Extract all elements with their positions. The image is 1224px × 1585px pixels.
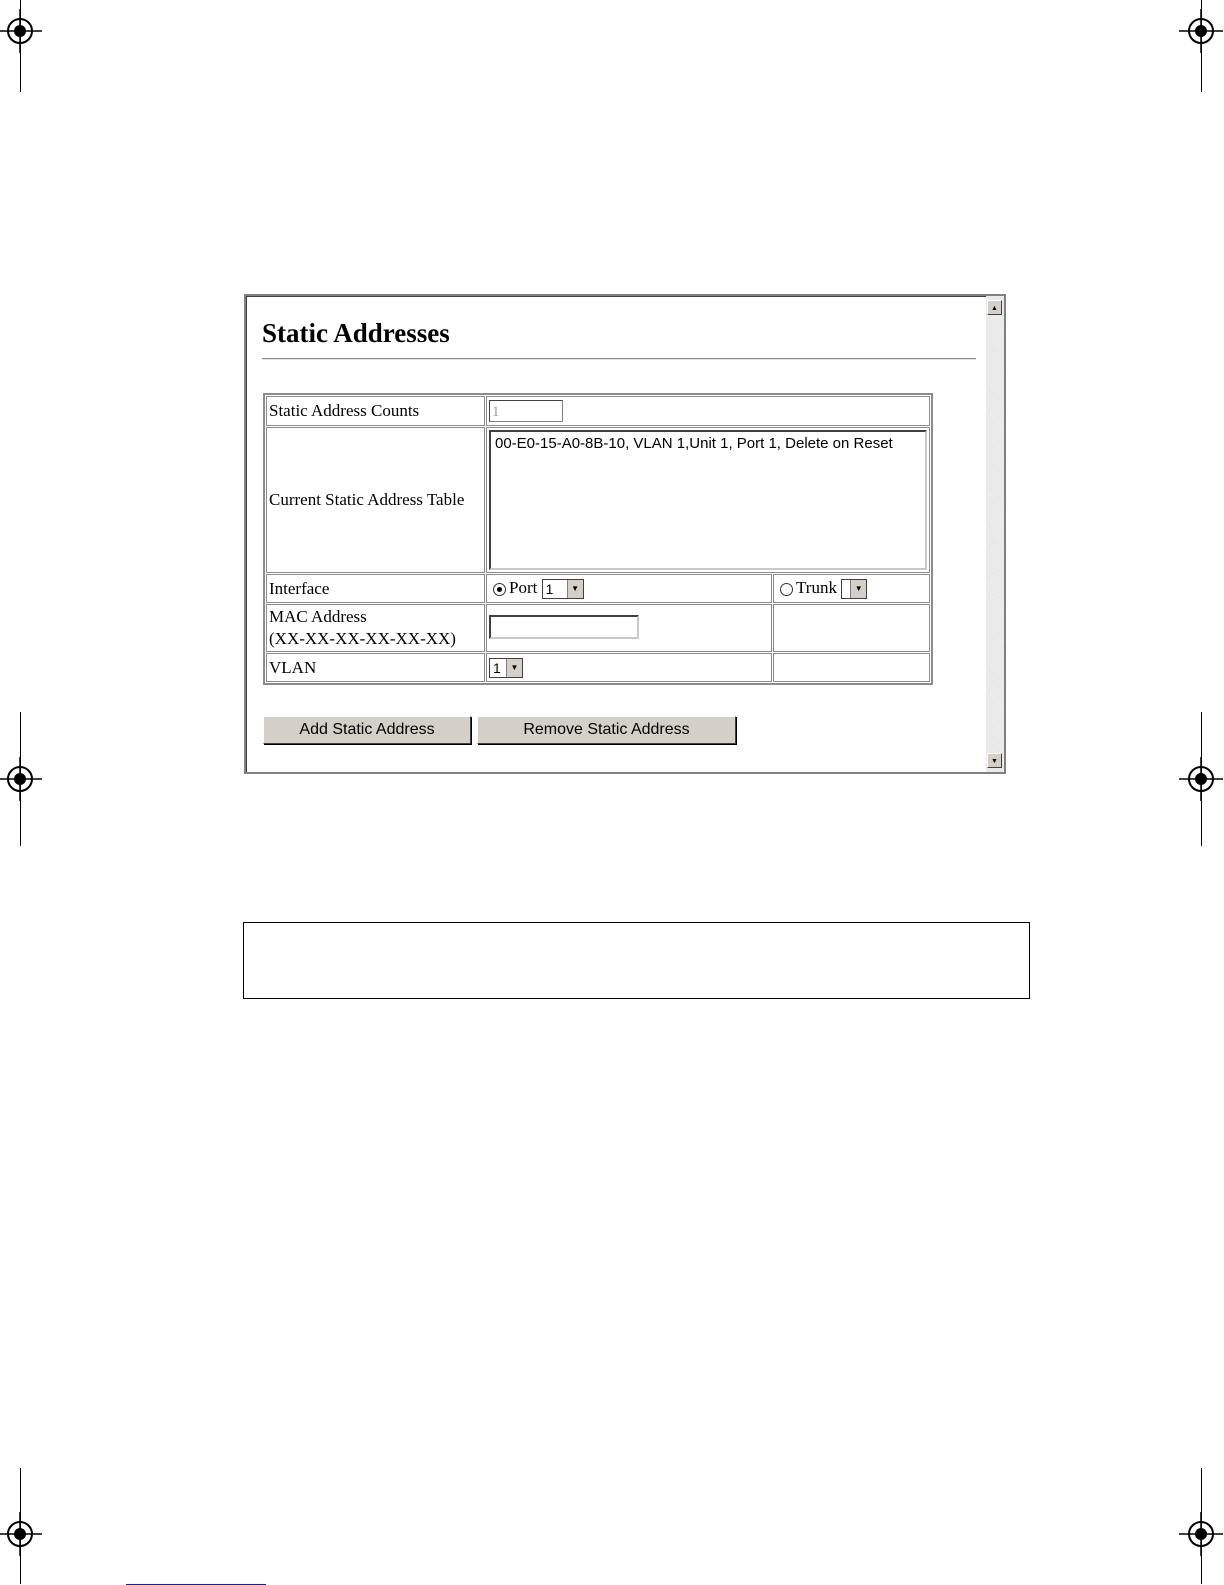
scroll-down-icon[interactable]: ▼: [987, 753, 1002, 768]
vertical-scrollbar[interactable]: [986, 296, 1004, 772]
static-address-listbox[interactable]: [489, 430, 927, 570]
chevron-down-icon: ▼: [506, 659, 522, 677]
note-box: [243, 922, 1030, 999]
scroll-up-icon[interactable]: ▲: [987, 300, 1002, 315]
port-radio[interactable]: [493, 583, 506, 596]
table-label: Current Static Address Table: [266, 427, 485, 573]
add-static-address-button[interactable]: Add Static Address: [263, 716, 471, 744]
mac-cell: [486, 604, 772, 652]
vlan-select-value: 1: [493, 660, 501, 677]
interface-label: Interface: [266, 574, 485, 603]
port-radio-label: Port: [509, 577, 538, 597]
title-divider: [262, 358, 976, 360]
registration-mark-icon: [1179, 9, 1223, 53]
registration-mark-icon: [1179, 757, 1223, 801]
list-item[interactable]: 00-E0-15-A0-8B-10, VLAN 1,Unit 1, Port 1, Delete on Reset: [495, 435, 893, 452]
browser-window: [244, 294, 1006, 774]
empty-cell: [773, 604, 930, 652]
port-select-value: 1: [545, 581, 554, 598]
registration-mark-icon: [0, 9, 42, 53]
mac-label-cell: [266, 604, 485, 652]
static-address-counts-field: 1: [489, 400, 563, 422]
mac-label: MAC Address: [269, 607, 367, 626]
vlan-select[interactable]: [489, 658, 523, 678]
mac-format-hint: (XX-XX-XX-XX-XX-XX): [269, 629, 456, 648]
mac-address-field[interactable]: [489, 615, 639, 639]
trunk-radio-label: Trunk: [796, 577, 837, 597]
static-address-form: [263, 393, 933, 685]
vlan-label: VLAN: [266, 653, 485, 682]
empty-cell: [773, 653, 930, 682]
remove-static-address-button[interactable]: Remove Static Address: [477, 716, 736, 744]
port-select[interactable]: [542, 579, 584, 599]
chevron-down-icon: ▼: [567, 580, 583, 598]
vlan-cell: [486, 653, 772, 682]
registration-mark-icon: [0, 757, 42, 801]
trunk-select[interactable]: [841, 579, 867, 599]
table-cell: [486, 427, 930, 573]
counts-label: Static Address Counts: [266, 396, 485, 426]
page-title: Static Addresses: [262, 318, 450, 348]
counts-cell: [486, 396, 930, 426]
registration-mark-icon: [0, 1512, 42, 1556]
page-content: [262, 296, 978, 772]
port-cell: [486, 574, 772, 603]
trunk-cell: [773, 574, 930, 603]
registration-mark-icon: [1179, 1512, 1223, 1556]
trunk-radio[interactable]: [780, 583, 793, 596]
trunk-select-value: [842, 581, 845, 597]
chevron-down-icon: ▼: [850, 580, 866, 598]
